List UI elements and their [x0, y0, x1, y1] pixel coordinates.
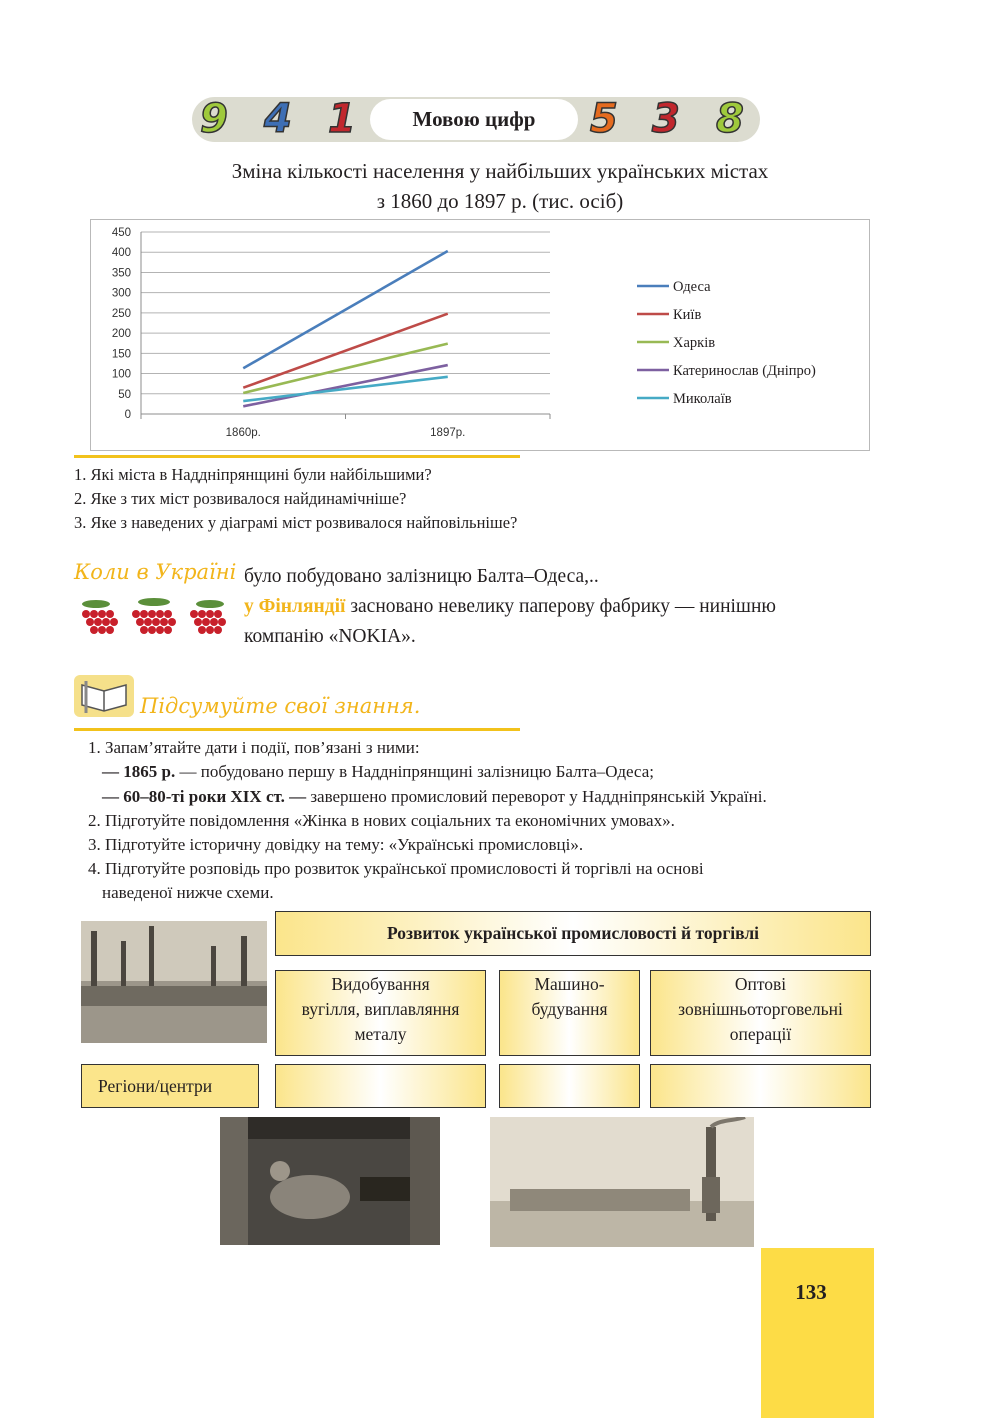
banner-digit: 5 [590, 96, 618, 142]
banner-title: Мовою цифр [370, 99, 578, 140]
y-tick-label: 250 [111, 307, 131, 320]
population-chart [90, 219, 870, 451]
koly-line2-text: засновано невелику паперову фабрику — нинішню [350, 596, 776, 617]
date-1860s: — 60–80-ті роки XIX ст. — [102, 787, 307, 806]
scheme-cell-empty [650, 1064, 871, 1108]
chart-heading [120, 156, 880, 216]
scheme-col-mining [275, 970, 486, 1056]
banner-digit: 9 [200, 96, 228, 142]
y-tick-label: 200 [111, 328, 131, 341]
banner-digit: 8 [716, 96, 744, 142]
x-tick-label: 1860р. [225, 427, 261, 439]
summary-item-3: 3. Підготуйте історичну довідку на тему: «Українські промисловці». [88, 835, 584, 854]
banner-digit: 1 [328, 96, 356, 142]
summary-item-2: 2. Підготуйте повідомлення «Жінка в нових соціальних та економічних умовах». [88, 811, 675, 830]
scheme-cell-empty [275, 1064, 486, 1108]
open-book-icon [74, 675, 134, 717]
koly-line3: компанію «NOKIA». [244, 626, 416, 647]
summary-item-1: 1. Запам’ятайте дати і події, пов’язані з ними: [88, 738, 420, 757]
scheme-col-trade-line: Оптові [734, 974, 787, 994]
scheme-row-label-text: Регіони/центри [98, 1076, 213, 1096]
y-tick-label: 400 [111, 247, 131, 260]
chart-svg [91, 220, 871, 452]
page-number: 133 [795, 1280, 827, 1304]
question-1: 1. Які міста в Наддніпрянщині були найбільшими? [74, 465, 432, 484]
summary-date-2 [102, 785, 767, 809]
y-tick-label: 150 [111, 348, 131, 361]
question-3: 3. Яке з наведених у діаграмі міст розвивалося найповільніше? [74, 513, 518, 532]
scheme-title [275, 911, 871, 956]
koly-line1: було побудовано залізницю Балта–Одеса,.. [244, 566, 599, 587]
factory-photo [81, 921, 267, 1043]
legend-label: Катеринослав (Дніпро) [673, 363, 816, 379]
legend-label: Одеса [673, 279, 711, 295]
chart-heading-line1: Зміна кількості населення у найбільших українських містах [231, 159, 769, 183]
y-tick-label: 0 [124, 409, 131, 421]
scheme-col-trade-line: зовнішньоторговельні [678, 999, 843, 1019]
y-tick-label: 450 [111, 227, 131, 239]
scheme-col-mining-line: металу [354, 1024, 407, 1044]
y-tick-label: 300 [111, 287, 131, 300]
scheme-title-text: Розвиток української промисловості й торгівлі [386, 923, 760, 943]
scheme-col-machinery-line: будування [531, 999, 608, 1019]
scheme-col-machinery-line: Машино- [534, 974, 605, 994]
scheme-row-label [81, 1064, 259, 1108]
country-name: у Фінляндії [244, 596, 346, 617]
page-number-tab [761, 1248, 874, 1418]
numbers-banner [192, 97, 760, 142]
legend-label: Київ [673, 307, 702, 323]
summary-item-4b: наведеної нижче схеми. [102, 883, 274, 902]
koly-line2 [244, 592, 776, 622]
date-1860s-text: завершено промисловий переворот у Наддніпрянській Україні. [310, 787, 767, 806]
summary-item-4a: 4. Підготуйте розповідь про розвиток української промисловості й торгівлі на основі [88, 859, 704, 878]
date-1865: — 1865 р. [102, 762, 176, 781]
legend-label: Миколаїв [673, 391, 732, 407]
miner-photo [220, 1117, 440, 1245]
series-line-5 [243, 377, 448, 401]
x-tick-label: 1897р. [430, 427, 466, 439]
date-1865-text: — побудовано першу в Наддніпрянщині залізницю Балта–Одеса; [179, 762, 654, 781]
divider [74, 455, 520, 458]
scheme-col-mining-line: вугілля, виплавляння [301, 999, 460, 1019]
scheme-cell-empty [499, 1064, 640, 1108]
y-tick-label: 350 [111, 267, 131, 280]
divider [74, 728, 520, 731]
rowan-berries-ornament [76, 596, 232, 642]
scheme-col-machinery [499, 970, 640, 1056]
legend-label: Харків [673, 335, 716, 351]
summary-date-1 [102, 760, 654, 784]
y-tick-label: 50 [118, 388, 131, 401]
chart-heading-line2: з 1860 до 1897 р. (тис. осіб) [376, 189, 624, 213]
scheme-col-trade-line: операції [729, 1024, 792, 1044]
y-tick-label: 100 [111, 368, 131, 381]
scheme-col-trade [650, 970, 871, 1056]
summary-heading: Підсумуйте свої знання. [140, 694, 421, 718]
scheme-col-mining-line: Видобування [331, 974, 430, 994]
banner-digit: 3 [652, 96, 680, 142]
question-2: 2. Яке з тих міст розвивалося найдинамічніше? [74, 489, 407, 508]
industrial-plant-photo [490, 1117, 754, 1247]
koly-heading: Коли в Україні [74, 560, 237, 584]
banner-digit: 4 [264, 96, 292, 142]
